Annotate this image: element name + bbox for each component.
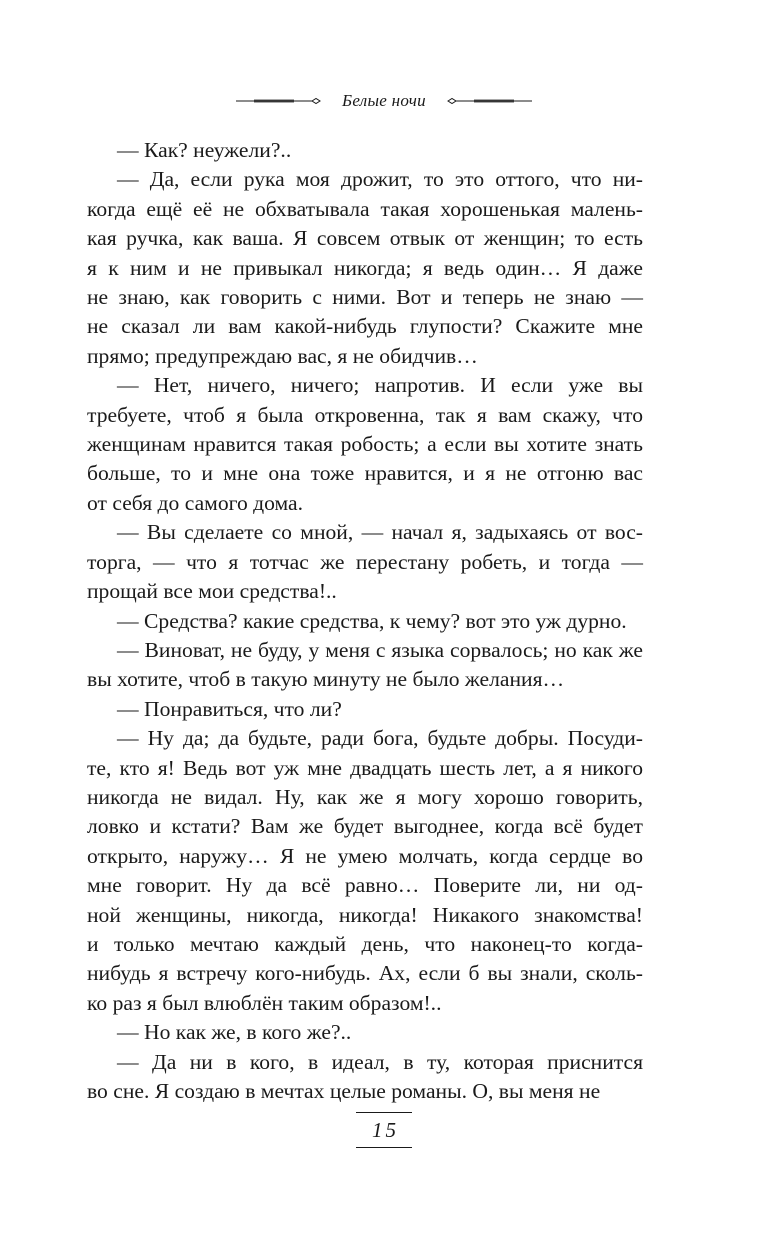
- text-line: ко раз я был влюблён таким образом!..: [87, 990, 442, 1015]
- left-ornament-icon: [236, 96, 322, 106]
- running-head: [0, 88, 768, 114]
- text-line: — Но как же, в кого же?..: [117, 1020, 352, 1045]
- text-line: вы хотите, чтоб в такую минуту не было желания…: [87, 667, 565, 692]
- right-ornament-icon: [446, 96, 532, 106]
- page-number-block: [0, 1112, 768, 1148]
- text-line: — Понравиться, что ли?: [117, 696, 342, 721]
- text-line: от себя до самого дома.: [87, 490, 304, 515]
- text-line: те, кто я! Ведь вот уж мне двадцать шесть лет, а я никого: [87, 755, 643, 780]
- text-line: во сне. Я создаю в мечтах целые романы. О, вы меня не: [87, 1079, 601, 1103]
- page-number-rule-bottom: [356, 1147, 412, 1148]
- text-line: женщинам нравится такая робость; а если вы хотите знать: [87, 432, 643, 457]
- text-line: не сказал ли вам какой-нибудь глупости? Скажите мне: [87, 314, 643, 339]
- text-line: ловко и кстати? Вам же будет выгоднее, когда всё будет: [87, 814, 643, 839]
- text-line: прямо; предупреждаю вас, я не обидчив…: [87, 343, 478, 368]
- text-line: когда ещё её не обхватывала такая хорошенькая малень-: [87, 196, 643, 221]
- text-line: требуете, чтоб я была откровенна, так я вам скажу, что: [87, 402, 643, 427]
- text-line: никогда не видал. Ну, как же я могу хорошо говорить,: [87, 784, 643, 809]
- text-line: и только мечтаю каждый день, что наконец-то когда-: [87, 931, 643, 956]
- text-line: я к ним и не привыкал никогда; я ведь один… Я даже: [87, 255, 643, 280]
- text-line: мне говорит. Ну да всё равно… Поверите ли, ни од-: [87, 873, 643, 898]
- text-line: — Вы сделаете со мной, — начал я, задыхаясь от вос-: [117, 520, 643, 545]
- text-line: — Средства? какие средства, к чему? вот это уж дурно.: [117, 608, 627, 633]
- running-title: Белые ночи: [342, 91, 426, 110]
- text-line: кая ручка, как ваша. Я совсем отвык от женщин; то есть: [87, 226, 643, 251]
- text-line: торга, — что я тотчас же перестану робеть, и тогда —: [87, 549, 643, 574]
- text-line: нибудь я встречу кого-нибудь. Ах, если б вы знали, сколь-: [87, 961, 643, 986]
- page-number: 15: [372, 1118, 399, 1142]
- text-line: — Ну да; да будьте, ради бога, будьте добры. Посуди-: [117, 726, 643, 751]
- text-line: прощай все мои средства!..: [87, 579, 337, 604]
- text-line: — Нет, ничего, ничего; напротив. И если уже вы: [117, 373, 643, 398]
- text-line: — Виноват, не буду, у меня с языка сорвалось; но как же: [117, 637, 643, 662]
- text-line: — Да, если рука моя дрожит, то это оттого, что ни-: [117, 167, 643, 192]
- text-line: больше, то и мне она тоже нравится, и я не отгоню вас: [87, 461, 643, 486]
- text-line: ной женщины, никогда, никогда! Никакого знакомства!: [87, 902, 643, 927]
- text-line: не знаю, как говорить с ними. Вот и теперь не знаю —: [87, 285, 643, 310]
- text-line: открыто, наружу… Я не умею молчать, когда сердце во: [87, 843, 643, 868]
- text-line: — Как? неужели?..: [117, 138, 292, 162]
- text-line: — Да ни в кого, в идеал, в ту, которая приснится: [117, 1049, 643, 1074]
- body-text: [87, 136, 643, 1106]
